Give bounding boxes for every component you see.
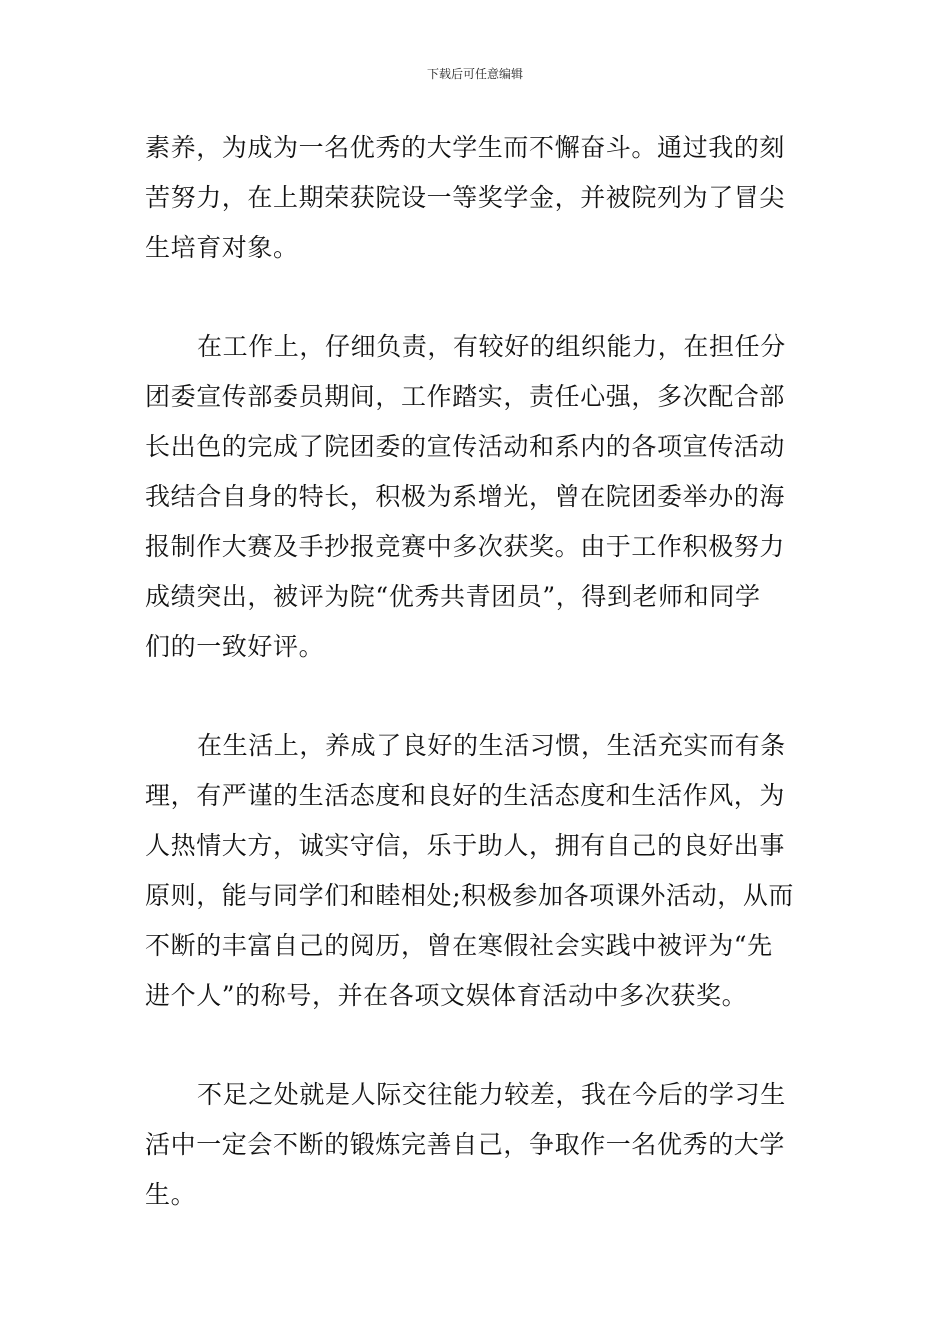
text-line: 原则，能与同学们和睦相处;积极参加各项课外活动，从而 — [145, 881, 795, 910]
paragraph-life — [145, 721, 811, 1021]
text-line: 生培育对象。 — [145, 233, 299, 262]
text-line: 活中一定会不断的锻炼完善自己，争取作一名优秀的大学 — [145, 1130, 786, 1159]
text-line: 在工作上，仔细负责，有较好的组织能力，在担任分 — [197, 332, 786, 361]
paragraph-gap — [145, 1021, 811, 1070]
header-note: 下载后可任意编辑 — [426, 67, 523, 81]
paragraph-work — [145, 322, 811, 672]
text-line: 团委宣传部委员期间，工作踏实，责任心强，多次配合部 — [145, 382, 786, 411]
paragraph-shortcomings — [145, 1070, 811, 1220]
paragraph-gap — [145, 672, 811, 721]
text-line: 成绩突出，被评为院“优秀共青团员”，得到老师和同学 — [145, 582, 761, 611]
text-line: 理，有严谨的生活态度和良好的生活态度和生活作风，为 — [145, 781, 786, 810]
text-line: 进个人”的称号，并在各项文娱体育活动中多次获奖。 — [145, 981, 748, 1010]
text-line: 我结合自身的特长，积极为系增光，曾在院团委举办的海 — [145, 482, 786, 511]
text-line: 不足之处就是人际交往能力较差，我在今后的学习生 — [197, 1080, 786, 1109]
paragraph-study — [145, 123, 811, 273]
text-line: 生。 — [145, 1180, 197, 1209]
text-line: 报制作大赛及手抄报竞赛中多次获奖。由于工作积极努力 — [145, 532, 786, 561]
text-line: 人热情大方，诚实守信，乐于助人，拥有自己的良好出事 — [145, 831, 786, 860]
document-body — [145, 123, 811, 1220]
text-line: 们的一致好评。 — [145, 632, 325, 661]
text-line: 在生活上，养成了良好的生活习惯，生活充实而有条 — [197, 731, 786, 760]
text-line: 不断的丰富自己的阅历，曾在寒假社会实践中被评为“先 — [145, 931, 773, 960]
text-line: 素养，为成为一名优秀的大学生而不懈奋斗。通过我的刻 — [145, 133, 786, 162]
text-line: 长出色的完成了院团委的宣传活动和系内的各项宣传活动 — [145, 432, 786, 461]
text-line: 苦努力，在上期荣获院设一等奖学金，并被院列为了冒尖 — [145, 183, 786, 212]
paragraph-gap — [145, 273, 811, 322]
